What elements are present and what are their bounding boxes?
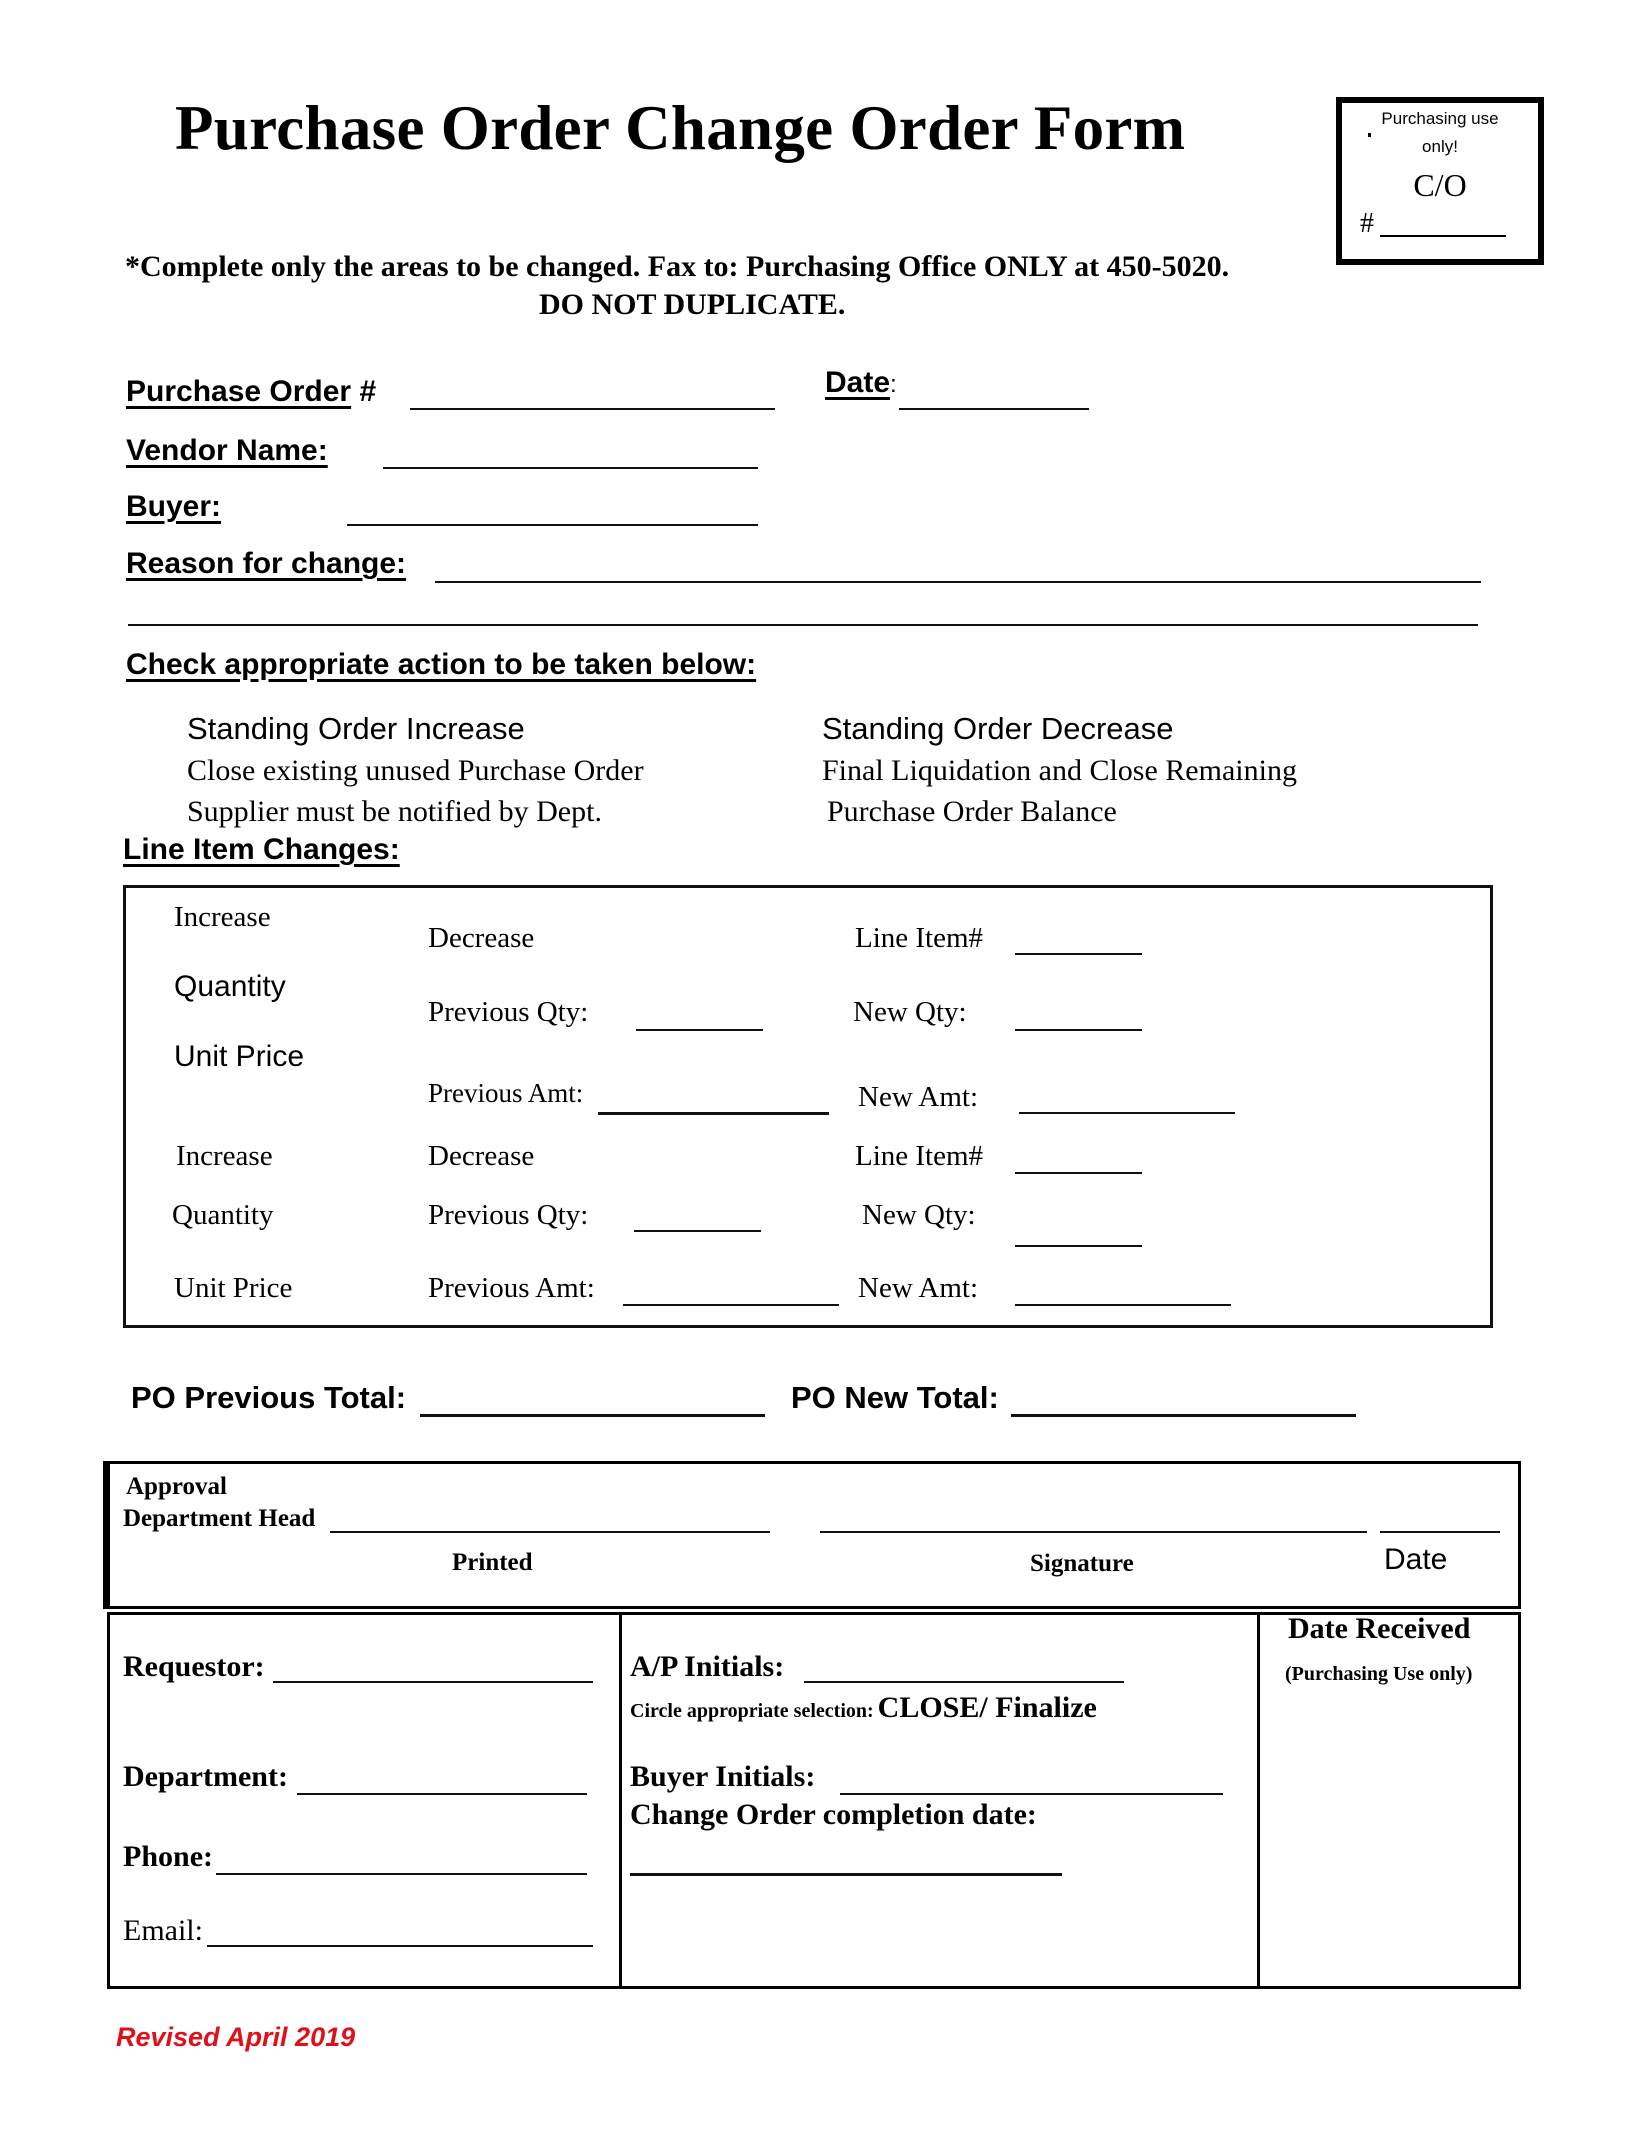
- completion-date-field[interactable]: [630, 1873, 1062, 1876]
- co-number-field[interactable]: [1380, 235, 1506, 237]
- line-item-changes-heading: Line Item Changes:: [123, 833, 400, 866]
- purchasing-use-label: Purchasing use: [1381, 109, 1499, 128]
- li2-quantity[interactable]: Quantity: [172, 1199, 274, 1231]
- action-standing-order-increase[interactable]: Standing Order Increase: [187, 711, 525, 746]
- po-new-total-field[interactable]: [1011, 1414, 1356, 1417]
- revised-date: Revised April 2019: [116, 2022, 356, 2052]
- approval-box: [103, 1461, 1521, 1609]
- reason-for-change-field-2[interactable]: [128, 624, 1478, 626]
- li1-unit-price[interactable]: Unit Price: [174, 1040, 305, 1073]
- li1-new-qty-field[interactable]: [1015, 1029, 1142, 1031]
- co-number-label: #: [1360, 208, 1374, 239]
- purchasing-use-only-label: only!: [1422, 137, 1458, 156]
- printed-caption: Printed: [452, 1549, 533, 1576]
- instructions-line-1: *Complete only the areas to be changed. Fax to: Purchasing Office ONLY at 450-5020.: [125, 250, 1230, 283]
- line-item-box: [123, 885, 1493, 1328]
- po-previous-total-label: PO Previous Total:: [131, 1380, 407, 1415]
- buyer-label: Buyer:: [126, 490, 222, 523]
- date-received-field[interactable]: [1260, 1700, 1515, 1980]
- li1-line-item-label: Line Item#: [855, 922, 984, 954]
- buyer-initials-field[interactable]: [840, 1793, 1223, 1795]
- reason-for-change-field-1[interactable]: [435, 581, 1481, 583]
- requestor-label: Requestor:: [123, 1650, 265, 1683]
- li2-unit-price[interactable]: Unit Price: [174, 1272, 293, 1304]
- date-received-label: Date Received: [1288, 1612, 1471, 1645]
- department-head-printed-field[interactable]: [330, 1531, 770, 1533]
- li2-previous-amt-label: Previous Amt:: [428, 1272, 595, 1304]
- department-head-date-field[interactable]: [1380, 1531, 1500, 1533]
- li2-decrease[interactable]: Decrease: [428, 1140, 535, 1172]
- form-title: Purchase Order Change Order Form: [175, 93, 1186, 163]
- buyer-initials-label: Buyer Initials:: [630, 1760, 816, 1793]
- li1-previous-amt-label: Previous Amt:: [428, 1078, 584, 1108]
- buyer-field[interactable]: [347, 524, 758, 526]
- li2-new-qty-field[interactable]: [1015, 1245, 1142, 1247]
- requestor-field[interactable]: [273, 1681, 593, 1683]
- li2-previous-amt-field[interactable]: [623, 1304, 839, 1306]
- action-supplier-notified: Supplier must be notified by Dept.: [187, 795, 602, 828]
- li2-line-item-label: Line Item#: [855, 1140, 984, 1172]
- column-divider-1: [619, 1615, 622, 1986]
- li1-previous-amt-field[interactable]: [598, 1112, 829, 1115]
- phone-label: Phone:: [123, 1840, 213, 1873]
- li2-new-amt-label: New Amt:: [858, 1272, 979, 1304]
- circle-selection-label: Circle appropriate selection:: [630, 1700, 874, 1722]
- li1-previous-qty-label: Previous Qty:: [428, 996, 589, 1028]
- date-label: Date:: [825, 366, 897, 399]
- vendor-name-label: Vendor Name:: [126, 434, 328, 467]
- purchase-order-field[interactable]: [410, 408, 775, 410]
- action-standing-order-decrease[interactable]: Standing Order Decrease: [822, 711, 1174, 746]
- phone-field[interactable]: [216, 1873, 587, 1875]
- li1-new-amt-label: New Amt:: [858, 1081, 979, 1113]
- action-po-balance: Purchase Order Balance: [827, 795, 1117, 828]
- instructions-line-2: DO NOT DUPLICATE.: [539, 288, 846, 321]
- po-previous-total-field[interactable]: [420, 1414, 765, 1417]
- date-field[interactable]: [899, 408, 1089, 410]
- li2-previous-qty-label: Previous Qty:: [428, 1199, 589, 1231]
- li1-decrease[interactable]: Decrease: [428, 922, 535, 954]
- li2-previous-qty-field[interactable]: [634, 1230, 761, 1232]
- action-final-liquidation[interactable]: Final Liquidation and Close Remaining: [822, 754, 1297, 787]
- signature-caption: Signature: [1030, 1550, 1134, 1577]
- action-close-existing-po[interactable]: Close existing unused Purchase Order: [187, 754, 644, 787]
- reason-for-change-label: Reason for change:: [126, 547, 407, 580]
- purchasing-use-box: [1336, 97, 1544, 265]
- li1-line-item-field[interactable]: [1015, 953, 1142, 955]
- department-label: Department:: [123, 1760, 288, 1793]
- department-head-signature-field[interactable]: [820, 1531, 1367, 1533]
- li2-increase[interactable]: Increase: [176, 1140, 273, 1172]
- check-action-heading: Check appropriate action to be taken below:: [126, 648, 757, 681]
- purchasing-use-only-note: (Purchasing Use only): [1285, 1663, 1473, 1685]
- email-field[interactable]: [207, 1945, 593, 1947]
- po-new-total-label: PO New Total:: [791, 1380, 999, 1415]
- li1-new-qty-label: New Qty:: [853, 996, 967, 1028]
- li1-increase[interactable]: Increase: [174, 901, 271, 933]
- li1-new-amt-field[interactable]: [1019, 1112, 1235, 1114]
- ap-initials-field[interactable]: [804, 1681, 1124, 1683]
- vendor-name-field[interactable]: [383, 467, 758, 469]
- purchase-order-label: Purchase Order #: [126, 375, 377, 408]
- li2-new-qty-label: New Qty:: [862, 1199, 976, 1231]
- co-label: C/O: [1413, 167, 1467, 203]
- circle-selection-row: [630, 1691, 1097, 1725]
- li2-new-amt-field[interactable]: [1015, 1304, 1231, 1306]
- date-caption: Date: [1384, 1543, 1448, 1576]
- li1-quantity[interactable]: Quantity: [174, 970, 286, 1003]
- completion-date-label: Change Order completion date:: [630, 1798, 1037, 1831]
- li2-line-item-field[interactable]: [1015, 1172, 1142, 1174]
- department-head-label: Department Head: [123, 1505, 316, 1532]
- close-finalize-option[interactable]: CLOSE/ Finalize: [877, 1691, 1097, 1724]
- department-field[interactable]: [297, 1793, 587, 1795]
- email-label: Email:: [123, 1914, 203, 1947]
- ap-initials-label: A/P Initials:: [630, 1650, 785, 1683]
- li1-previous-qty-field[interactable]: [636, 1029, 763, 1031]
- approval-label: Approval: [126, 1473, 227, 1500]
